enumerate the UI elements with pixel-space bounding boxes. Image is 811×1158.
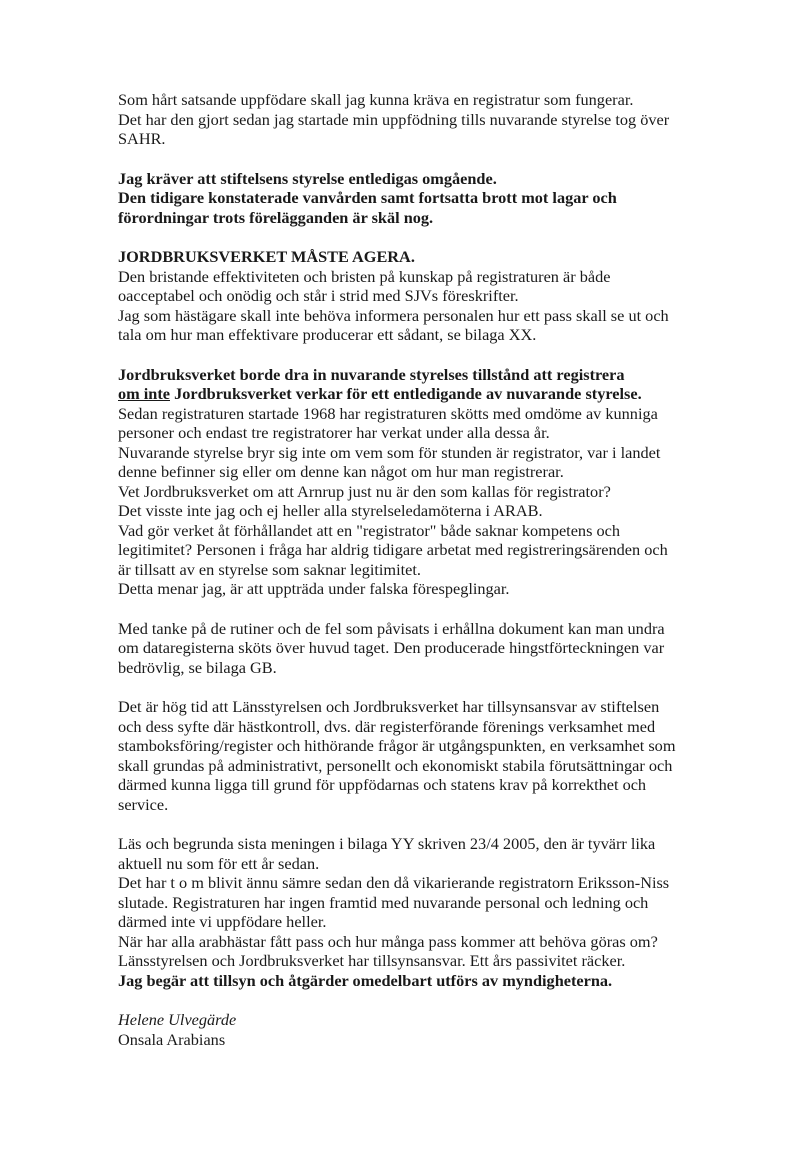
bold-statement-rest: Jordbruksverket verkar för ett entledigande av nuvarande styrelse. bbox=[170, 384, 642, 403]
text-line: Det är hög tid att Länsstyrelsen och Jordbruksverket har tillsynsansvar av stiftelsen bbox=[118, 697, 660, 716]
text-line: Detta menar jag, är att uppträda under falska förespeglingar. bbox=[118, 579, 510, 598]
text-line: Det visste inte jag och ej heller alla styrelseledamöterna i ARAB. bbox=[118, 501, 543, 520]
text-line: oacceptabel och onödig och står i strid med SJVs föreskrifter. bbox=[118, 286, 519, 305]
text-line: service. bbox=[118, 794, 169, 814]
signature-company: Onsala Arabians bbox=[118, 1029, 226, 1049]
text-line: Jag kräver att stiftelsens styrelse entledigas omgående. bbox=[118, 168, 497, 188]
text-line: Vad gör verket åt förhållandet att en "registrator" både saknar kompetens och bbox=[118, 520, 620, 540]
text-line: legitimitet? Personen i fråga har aldrig tidigare arbetat med registreringsärenden och bbox=[118, 540, 668, 559]
text-line: aktuell nu som för ett år sedan. bbox=[118, 853, 320, 873]
text-line: Som hårt satsande uppfödare skall jag kunna kräva en registratur som fungerar. bbox=[118, 90, 634, 109]
underlined-phrase: om inte bbox=[118, 384, 170, 403]
text-line: Läs och begrunda sista meningen i bilaga YY skriven 23/4 2005, den är tyvärr lika bbox=[118, 834, 656, 853]
paragraph-registratur-expectation bbox=[118, 90, 698, 149]
text-line: Den bristande effektiviteten och bristen på kunskap på registraturen är både bbox=[118, 266, 611, 286]
text-line: förordningar trots förelägganden är skäl nog. bbox=[118, 207, 434, 227]
text-line: SAHR. bbox=[118, 129, 166, 148]
bold-statement-line-2 bbox=[118, 384, 698, 404]
paragraph-data-registers bbox=[118, 619, 698, 678]
text-line: Den tidigare konstaterade vanvården samt fortsatta brott mot lagar och bbox=[118, 188, 617, 207]
text-line: skall grundas på administrativt, personellt och ekonomiskt stabila förutsättningar och bbox=[118, 755, 673, 775]
text-line: denne befinner sig eller om denne kan något om hur man registrerar. bbox=[118, 462, 564, 481]
paragraph-supervision-responsibility bbox=[118, 697, 698, 814]
letter-page bbox=[118, 90, 698, 1049]
text-line: Det har t o m blivit ännu sämre sedan den då vikarierande registratorn Eriksson-Niss bbox=[118, 873, 670, 892]
text-line: om dataregisterna sköts över huvud taget. Den producerade hingstförteckningen var bbox=[118, 638, 665, 657]
text-line: och dess syfte där hästkontroll, dvs. där registerförande förenings verksamhet med bbox=[118, 716, 656, 736]
bold-statement-line: Jordbruksverket borde dra in nuvarande styrelses tillstånd att registrera bbox=[118, 364, 625, 384]
signature-block bbox=[118, 1010, 698, 1049]
text-line: bedrövlig, se bilaga GB. bbox=[118, 657, 277, 677]
text-line: Jag som hästägare skall inte behöva informera personalen hur ett pass skall se ut och bbox=[118, 305, 669, 325]
text-line: tala om hur man effektivare producerar ett sådant, se bilaga XX. bbox=[118, 325, 537, 344]
text-line: När har alla arabhästar fått pass och hur många pass kommer att behöva göras om? bbox=[118, 931, 658, 951]
text-line: är tillsatt av en styrelse som saknar legitimitet. bbox=[118, 559, 421, 579]
paragraph-jordbruksverket-must-act bbox=[118, 247, 698, 345]
signature-name: Helene Ulvegärde bbox=[118, 1010, 237, 1029]
text-line: Det har den gjort sedan jag startade min uppfödning tills nuvarande styrelse tog över bbox=[118, 109, 670, 129]
paragraph-demand-dismissal bbox=[118, 169, 698, 228]
text-line: Med tanke på de rutiner och de fel som påvisats i erhållna dokument kan man undra bbox=[118, 618, 665, 638]
paragraph-revoke-permit bbox=[118, 365, 698, 599]
text-line: Vet Jordbruksverket om att Arnrup just nu är den som kallas för registrator? bbox=[118, 481, 611, 501]
text-line: stamboksföring/register och hithörande frågor är utgångspunkten, en verksamhet som bbox=[118, 736, 676, 755]
text-line: slutade. Registraturen har ingen framtid med nuvarande personal och ledning och bbox=[118, 892, 649, 912]
text-line: därmed inte vi uppfödare heller. bbox=[118, 912, 327, 931]
section-heading: JORDBRUKSVERKET MÅSTE AGERA. bbox=[118, 247, 415, 266]
closing-demand: Jag begär att tillsyn och åtgärder omedelbart utförs av myndigheterna. bbox=[118, 970, 613, 990]
paragraph-closing-request bbox=[118, 834, 698, 990]
text-line: Nuvarande styrelse bryr sig inte om vem som för stunden är registrator, var i landet bbox=[118, 442, 661, 462]
text-line: personer och endast tre registratorer har verkat under alla dessa år. bbox=[118, 423, 550, 442]
text-line: Länsstyrelsen och Jordbruksverket har tillsynsansvar. Ett års passivitet räcker. bbox=[118, 951, 626, 970]
text-line: Sedan registraturen startade 1968 har registraturen skötts med omdöme av kunniga bbox=[118, 403, 658, 423]
text-line: därmed kunna ligga till grund för uppfödarnas och statens krav på korrekthet och bbox=[118, 775, 647, 794]
